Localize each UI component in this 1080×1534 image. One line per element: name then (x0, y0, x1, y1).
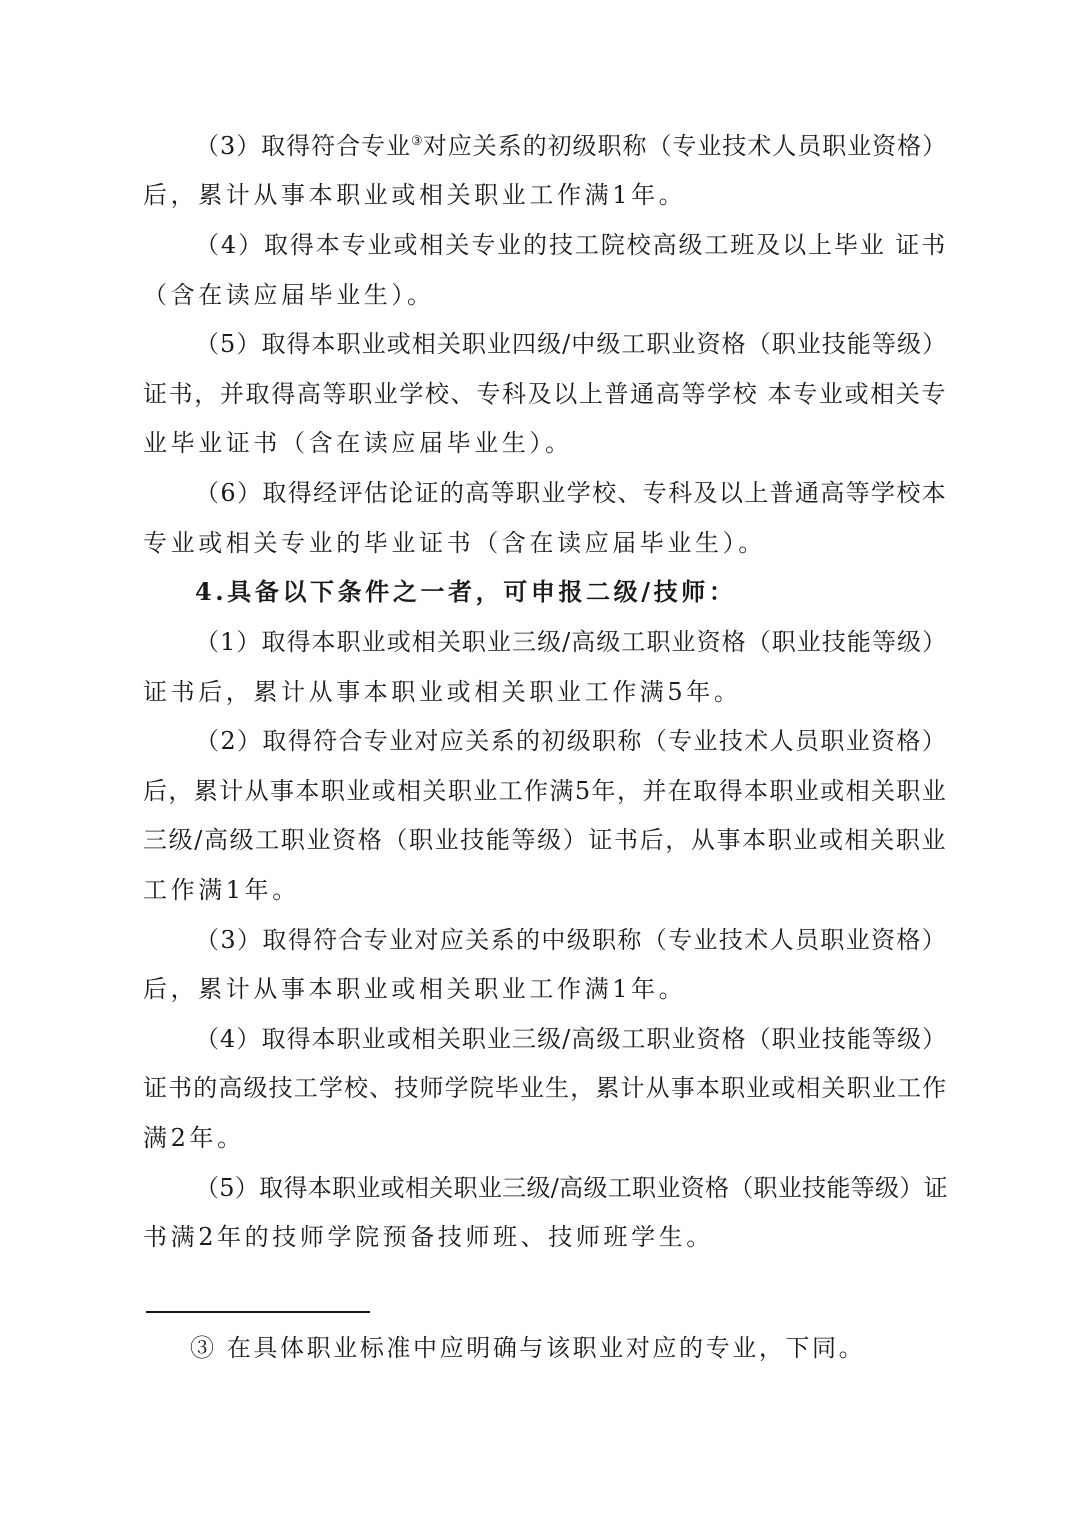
item-3-line-2: 后，累计从事本职业或相关职业工作满1年。 (143, 975, 687, 1003)
footnote: ③ 在具体职业标准中应明确与该职业对应的专业，下同。 (190, 1334, 866, 1362)
paragraph-3-line-2: 后，累计从事本职业或相关职业工作满1年。 (143, 181, 687, 209)
paragraph-6-line-2: 专业或相关专业的毕业证书（含在读应届毕业生）。 (143, 529, 766, 557)
item-3-line-1: （3）取得符合专业对应关系的中级职称（专业技术人员职业资格） (195, 926, 947, 954)
item-2-line-4: 工作满1年。 (143, 876, 300, 904)
paragraph-3-text-b: 对应关系的初级职称（专业技术人员职业资格） (422, 132, 948, 160)
paragraph-5-line-3: 业毕业证书（含在读应届毕业生）。 (143, 429, 573, 457)
paragraph-5-line-1: （5）取得本职业或相关职业四级/中级工职业资格（职业技能等级） (195, 330, 947, 358)
item-2-line-1: （2）取得符合专业对应关系的初级职称（专业技术人员职业资格） (195, 727, 947, 755)
paragraph-3-text-a: （3）取得符合专业 (195, 132, 411, 160)
paragraph-4-line-1: （4）取得本专业或相关专业的技工院校高级工班及以上毕业 证书 (195, 231, 947, 259)
item-4-line-2: 证书的高级技工学校、技师学院毕业生，累计从事本职业或相关职业工作 (143, 1074, 947, 1102)
footnote-divider (146, 1311, 370, 1313)
item-4-line-3: 满2年。 (143, 1124, 245, 1152)
item-4-line-1: （4）取得本职业或相关职业三级/高级工职业资格（职业技能等级） (195, 1025, 947, 1053)
footnote-marker: ③ (411, 134, 423, 149)
item-2-line-2: 后，累计从事本职业或相关职业工作满5年，并在取得本职业或相关职业 (143, 777, 947, 805)
section-4-heading: 4.具备以下条件之一者，可申报二级/技师： (195, 577, 737, 606)
paragraph-6-line-1: （6）取得经评估论证的高等职业学校、专科及以上普通高等学校本 (195, 479, 947, 507)
item-1-line-2: 证书后，累计从事本职业或相关职业工作满5年。 (143, 678, 742, 706)
item-5-line-1: （5）取得本职业或相关职业三级/高级工职业资格（职业技能等级）证 (195, 1174, 948, 1202)
paragraph-5-line-2: 证书，并取得高等职业学校、专科及以上普通高等学校 本专业或相关专 (143, 380, 947, 408)
paragraph-4-line-2: （含在读应届毕业生）。 (143, 281, 435, 309)
item-2-line-3: 三级/高级工职业资格（职业技能等级）证书后，从事本职业或相关职业 (143, 826, 947, 854)
paragraph-3-line-1 (195, 129, 947, 163)
item-5-line-2: 书满2年的技师学院预备技师班、技师班学生。 (143, 1223, 714, 1251)
item-1-line-1: （1）取得本职业或相关职业三级/高级工职业资格（职业技能等级） (195, 628, 947, 656)
